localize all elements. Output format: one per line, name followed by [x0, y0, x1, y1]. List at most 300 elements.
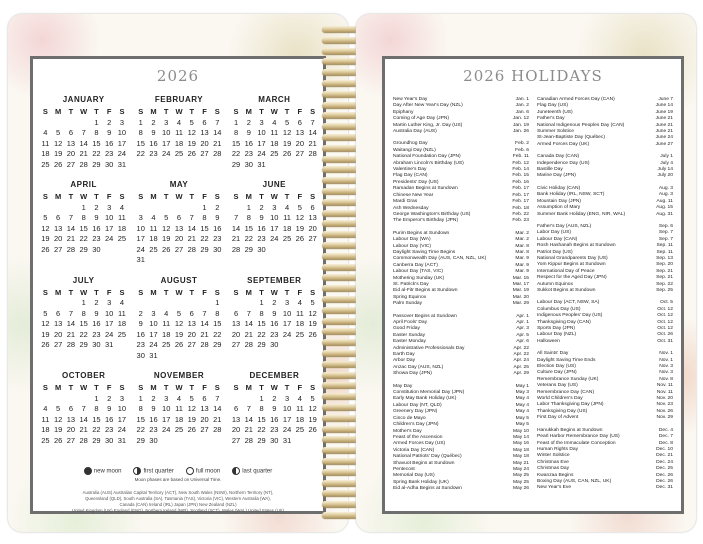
- day-number: 13: [308, 213, 317, 222]
- day-number: 10: [105, 213, 114, 222]
- weekday-header: T: [163, 192, 169, 201]
- day-number: 23: [244, 149, 253, 158]
- holiday-group: [393, 97, 529, 135]
- day-number: 19: [174, 329, 184, 339]
- day-number: 5: [164, 213, 169, 222]
- day-number: 5: [310, 393, 315, 403]
- holiday-name: Respect for the Aged Day (JPN): [537, 275, 607, 281]
- holiday-name: Bastille Day: [537, 167, 563, 173]
- holiday-date: Nov. 3: [659, 364, 673, 370]
- holiday-date: Mar. 8: [515, 249, 529, 255]
- day-number: 23: [149, 149, 158, 158]
- holiday-name: Children's Day (JPN): [393, 422, 439, 428]
- day-number: 3: [272, 202, 277, 212]
- day-number: 25: [282, 234, 292, 243]
- holiday-date: Aug. 11: [656, 198, 673, 204]
- day-number: 22: [92, 425, 101, 434]
- weekday-header: F: [202, 192, 207, 201]
- day-number: 18: [295, 319, 305, 328]
- day-number: 21: [213, 138, 222, 148]
- day-number: 18: [41, 149, 50, 158]
- day-number: 6: [233, 404, 239, 413]
- holiday-name: Day After New Year's Day (NZL): [393, 103, 463, 109]
- day-number: 24: [282, 425, 292, 434]
- day-number: 17: [282, 414, 292, 424]
- holiday-date: Dec. 10: [656, 446, 673, 452]
- holiday-name: Labour Day (TAS, VIC): [393, 269, 443, 275]
- holiday-name: Daylight Saving Time Begins: [393, 249, 456, 255]
- weekday-header: T: [259, 107, 264, 116]
- weekday-header: T: [68, 383, 74, 392]
- weekday-header: T: [163, 383, 169, 392]
- day-number: 22: [257, 329, 266, 339]
- day-number: 5: [285, 117, 290, 127]
- day-number: 22: [79, 234, 88, 243]
- day-number: 30: [257, 244, 266, 254]
- day-number: 11: [118, 213, 126, 222]
- day-number: 25: [270, 149, 279, 158]
- weekday-header: T: [284, 287, 290, 297]
- month-name: AUGUST: [160, 275, 198, 285]
- weekday-header: S: [42, 287, 48, 297]
- day-number: 1: [94, 393, 99, 403]
- holiday-date: Feb. 6: [515, 147, 529, 153]
- holiday-name: Administrative Professionals Day: [393, 345, 465, 351]
- abbr-line: Queensland (QLD), South Australia (SA), Tasmania (TAS), Victoria (VIC), Western Australia (WA),: [85, 496, 271, 501]
- holiday-name: Spring Equinox: [393, 294, 427, 300]
- weekday-header: S: [233, 287, 239, 297]
- holiday-date: Sep. 6: [658, 223, 673, 229]
- holiday-date: Mar. 20: [512, 294, 529, 300]
- day-number: 29: [92, 435, 101, 445]
- day-number: 13: [187, 319, 196, 328]
- holiday-date: Apr. 25: [513, 364, 529, 370]
- day-number: 19: [308, 319, 317, 328]
- holiday-date: Mar. 9: [515, 262, 529, 268]
- day-number: 12: [187, 128, 196, 137]
- month-name: FEBRUARY: [154, 95, 204, 104]
- holiday-date: July 1: [660, 154, 673, 160]
- weekday-header: M: [245, 192, 252, 201]
- month-name: NOVEMBER: [153, 371, 205, 380]
- day-number: 9: [215, 213, 220, 222]
- day-number: 15: [200, 223, 209, 233]
- weekday-header: T: [189, 287, 195, 297]
- day-number: 23: [136, 340, 145, 349]
- holiday-name: Coming of Age Day (JPN): [393, 116, 449, 122]
- weekday-header: S: [310, 287, 316, 297]
- day-number: 30: [105, 159, 114, 169]
- holiday-date: Jan. 6: [515, 109, 529, 115]
- day-number: 1: [94, 117, 99, 127]
- day-number: 25: [295, 425, 305, 434]
- day-number: 8: [246, 213, 251, 222]
- weekday-header: W: [175, 107, 183, 116]
- day-number: 1: [233, 117, 239, 127]
- holiday-name: Mother's Day: [393, 428, 422, 434]
- day-number: 15: [79, 223, 88, 233]
- day-number: 25: [41, 435, 50, 445]
- day-number: 4: [119, 202, 125, 212]
- day-number: 1: [246, 202, 251, 212]
- month-july: [39, 276, 128, 362]
- day-number: 16: [105, 414, 114, 424]
- day-number: 5: [297, 202, 302, 212]
- day-number: 15: [92, 138, 101, 148]
- weekday-header: S: [42, 383, 48, 392]
- holiday-name: Hanukkah Begins at Sundown: [537, 427, 603, 433]
- calendar-page: [8, 14, 348, 532]
- day-number: 21: [187, 234, 196, 243]
- day-number: 23: [92, 329, 101, 339]
- day-number: 11: [41, 138, 50, 148]
- holiday-date: Feb. 11: [512, 154, 529, 160]
- empty-day: [77, 118, 90, 129]
- weekday-header: W: [80, 383, 88, 392]
- weekday-header: S: [233, 383, 239, 392]
- weekday-header: F: [297, 107, 303, 116]
- day-number: 7: [215, 393, 220, 403]
- day-number: 12: [295, 213, 305, 222]
- month-name: OCTOBER: [61, 371, 106, 380]
- weekday-header: F: [106, 383, 112, 392]
- holiday-name: International Day of Peace: [537, 268, 595, 274]
- day-number: 28: [66, 340, 76, 349]
- day-number: 18: [174, 138, 184, 148]
- day-number: 9: [138, 319, 143, 328]
- day-number: 29: [92, 159, 101, 169]
- new-moon-icon: [84, 467, 92, 475]
- holiday-name: Groundhog Day: [393, 141, 428, 147]
- holiday-date: May 5: [515, 415, 529, 421]
- weekday-header: W: [80, 107, 88, 116]
- day-number: 11: [149, 223, 158, 233]
- holiday-name: Independence Day (US): [537, 160, 590, 166]
- day-number: 21: [79, 425, 88, 434]
- day-number: 8: [259, 404, 264, 413]
- holiday-name: Flag Day (CAN): [393, 173, 428, 179]
- holidays-title: 2026 HOLIDAYS: [463, 67, 603, 85]
- holiday-row: [393, 486, 529, 492]
- weekday-header: T: [94, 107, 99, 116]
- holiday-date: June 19: [655, 109, 673, 115]
- day-number: 28: [187, 244, 196, 254]
- holiday-name: Passover Begins at Sundown: [393, 313, 457, 319]
- day-number: 1: [202, 202, 207, 212]
- day-number: 28: [66, 244, 76, 254]
- day-number: 12: [282, 128, 292, 137]
- day-number: 14: [66, 223, 76, 233]
- holiday-date: May 4: [515, 396, 529, 402]
- holiday-name: Winter Solstice: [537, 453, 570, 459]
- day-number: 16: [270, 414, 279, 424]
- weekday-header: W: [80, 192, 88, 201]
- day-number: 8: [94, 404, 99, 413]
- last-quarter-legend: last quarter: [232, 467, 272, 475]
- abbr-line: United Kingdom (UK) England (ENG), Northern Ireland (NIR), Scotland (SCT), Wales (WAL) United States (US): [72, 508, 284, 513]
- day-number: 5: [189, 393, 194, 403]
- day-number: 19: [282, 138, 292, 148]
- day-number: 5: [43, 213, 48, 222]
- day-number: 1: [81, 202, 86, 212]
- day-number: 17: [282, 319, 292, 328]
- day-number: 12: [162, 223, 171, 233]
- day-number: 14: [187, 223, 196, 233]
- day-number: 17: [257, 138, 266, 148]
- day-number: 22: [79, 329, 88, 339]
- holiday-date: Nov. 26: [656, 408, 673, 414]
- day-number: 8: [94, 128, 99, 137]
- day-number: 15: [257, 319, 266, 328]
- day-number: 10: [105, 308, 114, 318]
- day-number: 9: [94, 308, 99, 318]
- day-number: 31: [136, 255, 145, 264]
- day-number: 20: [174, 234, 184, 243]
- month-name: MAY: [169, 180, 189, 189]
- day-number: 24: [117, 425, 127, 434]
- holiday-name: Labor Thanksgiving Day (JPN): [537, 402, 604, 408]
- holiday-name: Ash Wednesday: [393, 205, 429, 211]
- day-number: 6: [176, 213, 182, 222]
- day-number: 19: [53, 425, 63, 434]
- day-number: 22: [213, 329, 222, 339]
- day-number: 13: [231, 319, 241, 328]
- empty-day: [230, 203, 243, 214]
- weekday-header: T: [163, 287, 169, 297]
- weekday-header: M: [55, 383, 62, 392]
- holiday-date: Jan. 1: [515, 97, 529, 102]
- weekday-header: W: [175, 192, 183, 201]
- day-number: 6: [189, 308, 194, 318]
- weekday-header: T: [94, 383, 99, 392]
- holiday-date: Dec. 24: [656, 459, 673, 465]
- weekday-header: W: [270, 287, 278, 297]
- day-number: 11: [118, 308, 126, 318]
- holiday-date: Aug. 3: [658, 192, 673, 198]
- day-number: 1: [259, 298, 264, 307]
- holiday-name: Thanksgiving Day (CAN): [537, 319, 591, 325]
- day-number: 26: [174, 340, 184, 349]
- day-number: 21: [231, 234, 241, 243]
- holiday-row: [537, 415, 673, 421]
- holiday-name: Flag Day (US): [537, 103, 568, 109]
- holiday-name: Mothering Sunday (UK): [393, 275, 445, 281]
- empty-day: [134, 298, 147, 309]
- holiday-name: First Day of Advent: [537, 415, 579, 421]
- calendar-year-title: 2026: [156, 67, 200, 85]
- day-number: 21: [66, 234, 76, 243]
- day-number: 13: [231, 414, 241, 424]
- weekday-header: T: [94, 287, 99, 297]
- weekday-header: S: [214, 107, 220, 116]
- empty-day: [39, 118, 52, 129]
- day-number: 30: [105, 435, 114, 445]
- day-number: 25: [174, 149, 184, 158]
- weekday-header: T: [68, 287, 74, 297]
- holiday-name: Showa Day (JPN): [393, 371, 432, 377]
- weekday-header: T: [259, 192, 264, 201]
- day-number: 20: [187, 329, 196, 339]
- day-number: 13: [66, 138, 76, 148]
- holiday-name: Commonwealth Day (AUS, CAN, NZL, UK): [393, 256, 487, 262]
- day-number: 22: [200, 234, 209, 243]
- holiday-row: [393, 129, 529, 135]
- holiday-name: Palm Sunday: [393, 301, 423, 307]
- holiday-group: [393, 231, 529, 308]
- holiday-date: June 21: [655, 116, 673, 122]
- weekday-header: S: [42, 107, 48, 116]
- day-number: 26: [53, 435, 63, 445]
- month-august: [134, 276, 223, 362]
- weekday-header: T: [68, 192, 74, 201]
- holiday-name: Christmas Day: [537, 466, 570, 472]
- day-number: 31: [282, 435, 292, 445]
- holiday-date: Dec. 26: [656, 472, 673, 478]
- holiday-name: Bank Holiday (IRL, NSW, SCT): [537, 192, 605, 198]
- day-number: 27: [66, 159, 76, 169]
- holiday-date: Oct. 12: [657, 319, 673, 325]
- holiday-name: Remembrance Sunday (UK): [537, 376, 599, 382]
- day-number: 9: [151, 404, 156, 413]
- empty-day: [242, 394, 255, 405]
- holiday-name: New Year's Eve: [537, 485, 572, 491]
- day-number: 27: [53, 244, 63, 254]
- day-number: 6: [68, 128, 73, 137]
- month-june: [230, 180, 319, 266]
- day-number: 21: [213, 414, 222, 424]
- holiday-name: Halloween: [537, 338, 560, 344]
- holiday-name: Armed Forces Day (US): [393, 441, 446, 447]
- weekday-header: S: [310, 192, 316, 201]
- day-number: 25: [162, 340, 171, 349]
- month-name: JULY: [72, 275, 95, 285]
- day-number: 2: [272, 393, 277, 403]
- day-number: 18: [270, 138, 279, 148]
- holiday-name: Kwanzaa Begins: [537, 472, 574, 478]
- day-number: 2: [215, 202, 220, 212]
- day-number: 31: [117, 435, 127, 445]
- day-number: 24: [257, 149, 266, 158]
- holidays-page: [356, 14, 696, 532]
- weekday-header: T: [284, 192, 290, 201]
- day-number: 5: [176, 308, 182, 318]
- month-name: SEPTEMBER: [247, 275, 302, 285]
- day-number: 5: [310, 298, 315, 307]
- day-number: 26: [295, 234, 305, 243]
- holiday-name: Victoria Day (CAN): [393, 447, 435, 453]
- holiday-date: Sep. 21: [656, 268, 673, 274]
- day-number: 18: [117, 223, 127, 233]
- day-number: 4: [285, 202, 290, 212]
- day-number: 9: [107, 128, 112, 137]
- holiday-date: Oct. 5: [659, 300, 673, 306]
- day-number: 30: [244, 159, 253, 169]
- weekday-header: S: [310, 383, 316, 392]
- holiday-name: Pearl Harbor Remembrance Day (US): [537, 434, 620, 440]
- day-number: 18: [117, 319, 127, 328]
- day-number: 21: [244, 329, 253, 339]
- holiday-date: Apr. 1: [516, 320, 529, 325]
- day-number: 22: [231, 149, 241, 158]
- day-number: 10: [257, 128, 266, 137]
- holiday-name: Purim Begins at Sundown: [393, 230, 450, 236]
- holidays-column-right: [537, 97, 673, 499]
- weekday-header: T: [68, 107, 74, 116]
- full-moon-icon: [186, 467, 194, 475]
- day-number: 24: [162, 425, 171, 434]
- weekday-header: S: [119, 107, 125, 116]
- empty-day: [65, 118, 78, 129]
- holiday-date: Jan. 2: [515, 103, 529, 109]
- holiday-group: [393, 141, 529, 224]
- day-number: 15: [244, 223, 253, 233]
- holiday-name: Pentecost: [393, 466, 415, 472]
- holiday-date: Apr. 3: [516, 326, 529, 332]
- day-number: 29: [231, 159, 241, 169]
- day-number: 6: [56, 308, 61, 318]
- weekday-header: T: [163, 107, 169, 116]
- day-number: 26: [41, 340, 50, 349]
- day-number: 15: [213, 319, 222, 328]
- weekday-header: S: [119, 383, 125, 392]
- day-number: 30: [270, 340, 279, 349]
- weekday-header: F: [202, 383, 207, 392]
- day-number: 15: [257, 414, 266, 424]
- day-number: 17: [162, 414, 171, 424]
- day-number: 29: [244, 244, 253, 254]
- holiday-name: Father's Day (AUS, NZL): [537, 223, 592, 229]
- holiday-date: Nov. 1: [659, 357, 673, 363]
- day-number: 27: [200, 425, 209, 434]
- holiday-date: Dec. 26: [656, 478, 673, 484]
- day-number: 30: [270, 435, 279, 445]
- holiday-date: Feb. 2: [515, 141, 529, 147]
- holiday-name: Australia Day (AUS): [393, 129, 437, 135]
- holiday-group: [393, 314, 529, 378]
- weekday-header: S: [233, 107, 239, 116]
- holiday-date: July 4: [660, 160, 673, 166]
- day-number: 18: [295, 414, 305, 424]
- holiday-name: Labour Day (ACT, NSW, SA): [537, 300, 600, 306]
- holiday-name: St-Jean-Baptiste Day (Québec): [537, 135, 605, 141]
- day-number: 9: [246, 128, 251, 137]
- empty-day: [198, 298, 211, 309]
- holiday-name: Martin Luther King, Jr. Day (US): [393, 122, 463, 128]
- day-number: 28: [231, 244, 241, 254]
- day-number: 26: [53, 159, 63, 169]
- empty-day: [173, 203, 186, 214]
- day-number: 24: [282, 329, 292, 339]
- weekday-header: W: [175, 287, 183, 297]
- day-number: 10: [117, 128, 127, 137]
- day-number: 16: [149, 414, 158, 424]
- empty-day: [52, 118, 65, 129]
- day-number: 24: [270, 234, 279, 243]
- holiday-name: Mountain Day (JPN): [537, 198, 582, 204]
- holiday-row: [537, 339, 673, 345]
- empty-day: [52, 394, 65, 405]
- empty-day: [39, 203, 52, 214]
- holiday-name: Daylight Saving Time Ends: [537, 357, 596, 363]
- day-number: 16: [244, 138, 253, 148]
- holiday-date: June 21: [655, 129, 673, 135]
- day-number: 11: [175, 128, 183, 137]
- holiday-name: Culture Day (JPN): [537, 370, 577, 376]
- holiday-date: May 3: [515, 390, 529, 396]
- day-number: 3: [259, 117, 264, 127]
- holiday-date: Sep. 7: [658, 236, 673, 242]
- weekday-header: T: [189, 107, 195, 116]
